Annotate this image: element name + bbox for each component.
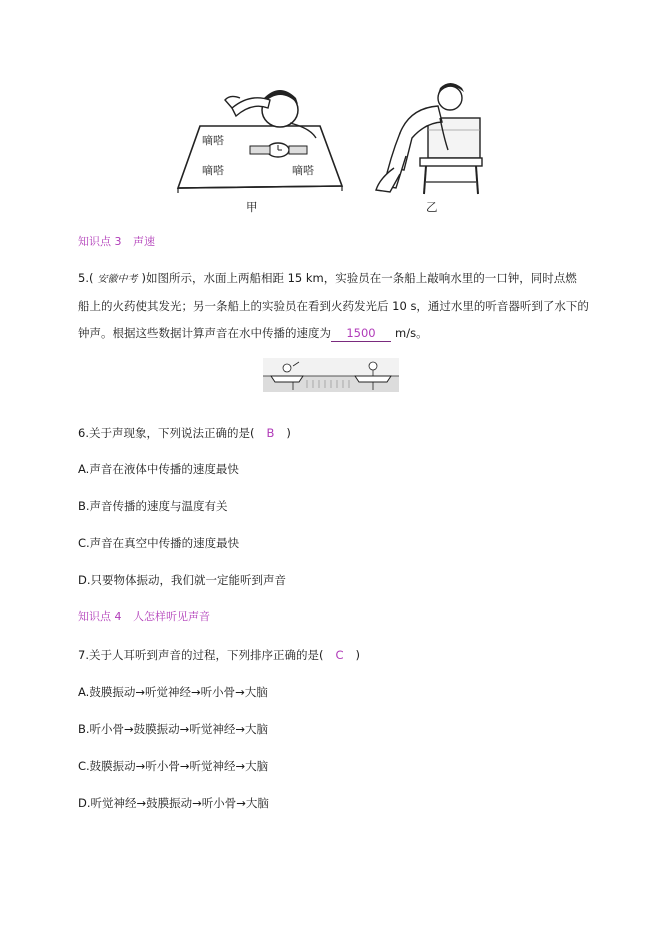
- q7-option-a: A.鼓膜振动→听觉神经→听小骨→大脑: [78, 685, 268, 699]
- section-3-label: 知识点 3: [78, 235, 122, 248]
- q5-text-1: )如图所示，水面上两船相距 15 km，实验员在一条船上敲响水里的一口钟，同时点燃: [141, 271, 577, 285]
- q6-close: ): [286, 426, 291, 440]
- q5-text-3a: 钟声。根据这些数据计算声音在水中传播的速度为: [78, 326, 331, 340]
- q7-option-d: D.听觉神经→鼓膜振动→听小骨→大脑: [78, 796, 269, 810]
- q5-line-3: [78, 325, 428, 342]
- q6-stem: [78, 425, 291, 441]
- section-4-label: 知识点 4: [78, 610, 122, 623]
- q5-figure: [263, 358, 399, 392]
- q6-stem-text: 6.关于声现象，下列说法正确的是(: [78, 426, 255, 440]
- q5-number: 5.(: [78, 271, 94, 285]
- person-tank-illustration: [370, 78, 490, 198]
- q6-option-d: D.只要物体振动，我们就一定能听到声音: [78, 573, 287, 587]
- section-4-title: 人怎样听见声音: [133, 610, 210, 623]
- caption-jia: 甲: [246, 200, 258, 214]
- section-4-heading: [78, 609, 210, 625]
- q5-text-3b: m/s。: [395, 326, 428, 340]
- table-illustration: [170, 78, 350, 213]
- caption-yi: 乙: [426, 200, 438, 214]
- q6-option-c: C.声音在真空中传播的速度最快: [78, 536, 240, 550]
- q7-close: ): [355, 648, 360, 662]
- q6-option-b: B.声音传播的速度与温度有关: [78, 499, 228, 513]
- tick-text-1: 嘀嗒: [202, 134, 224, 147]
- q7-stem-text: 7.关于人耳听到声音的过程，下列排序正确的是(: [78, 648, 324, 662]
- q5-line-2: 船上的火药使其发光；另一条船上的实验员在看到火药发光后 10 s，通过水里的听音器听到了水下的: [78, 299, 589, 313]
- q5-answer-blank: 1500: [331, 325, 391, 342]
- boats-illustration: [263, 358, 399, 392]
- q7-stem: [78, 647, 360, 663]
- q7-answer: C: [335, 648, 344, 662]
- q5-source-tag: 安徽中考: [97, 274, 138, 285]
- tick-text-3: 嘀嗒: [292, 164, 314, 177]
- figure-panel-b: [370, 78, 490, 198]
- q5-line-1: [78, 270, 577, 288]
- q7-option-b: B.听小骨→鼓膜振动→听觉神经→大脑: [78, 722, 268, 736]
- q7-option-c: C.鼓膜振动→听小骨→听觉神经→大脑: [78, 759, 269, 773]
- figure-panel-a: [170, 78, 350, 213]
- q6-answer: B: [266, 426, 275, 440]
- section-3-title: 声速: [133, 235, 155, 248]
- section-3-heading: [78, 234, 155, 250]
- tick-text-2: 嘀嗒: [202, 164, 224, 177]
- q6-option-a: A.声音在液体中传播的速度最快: [78, 462, 239, 476]
